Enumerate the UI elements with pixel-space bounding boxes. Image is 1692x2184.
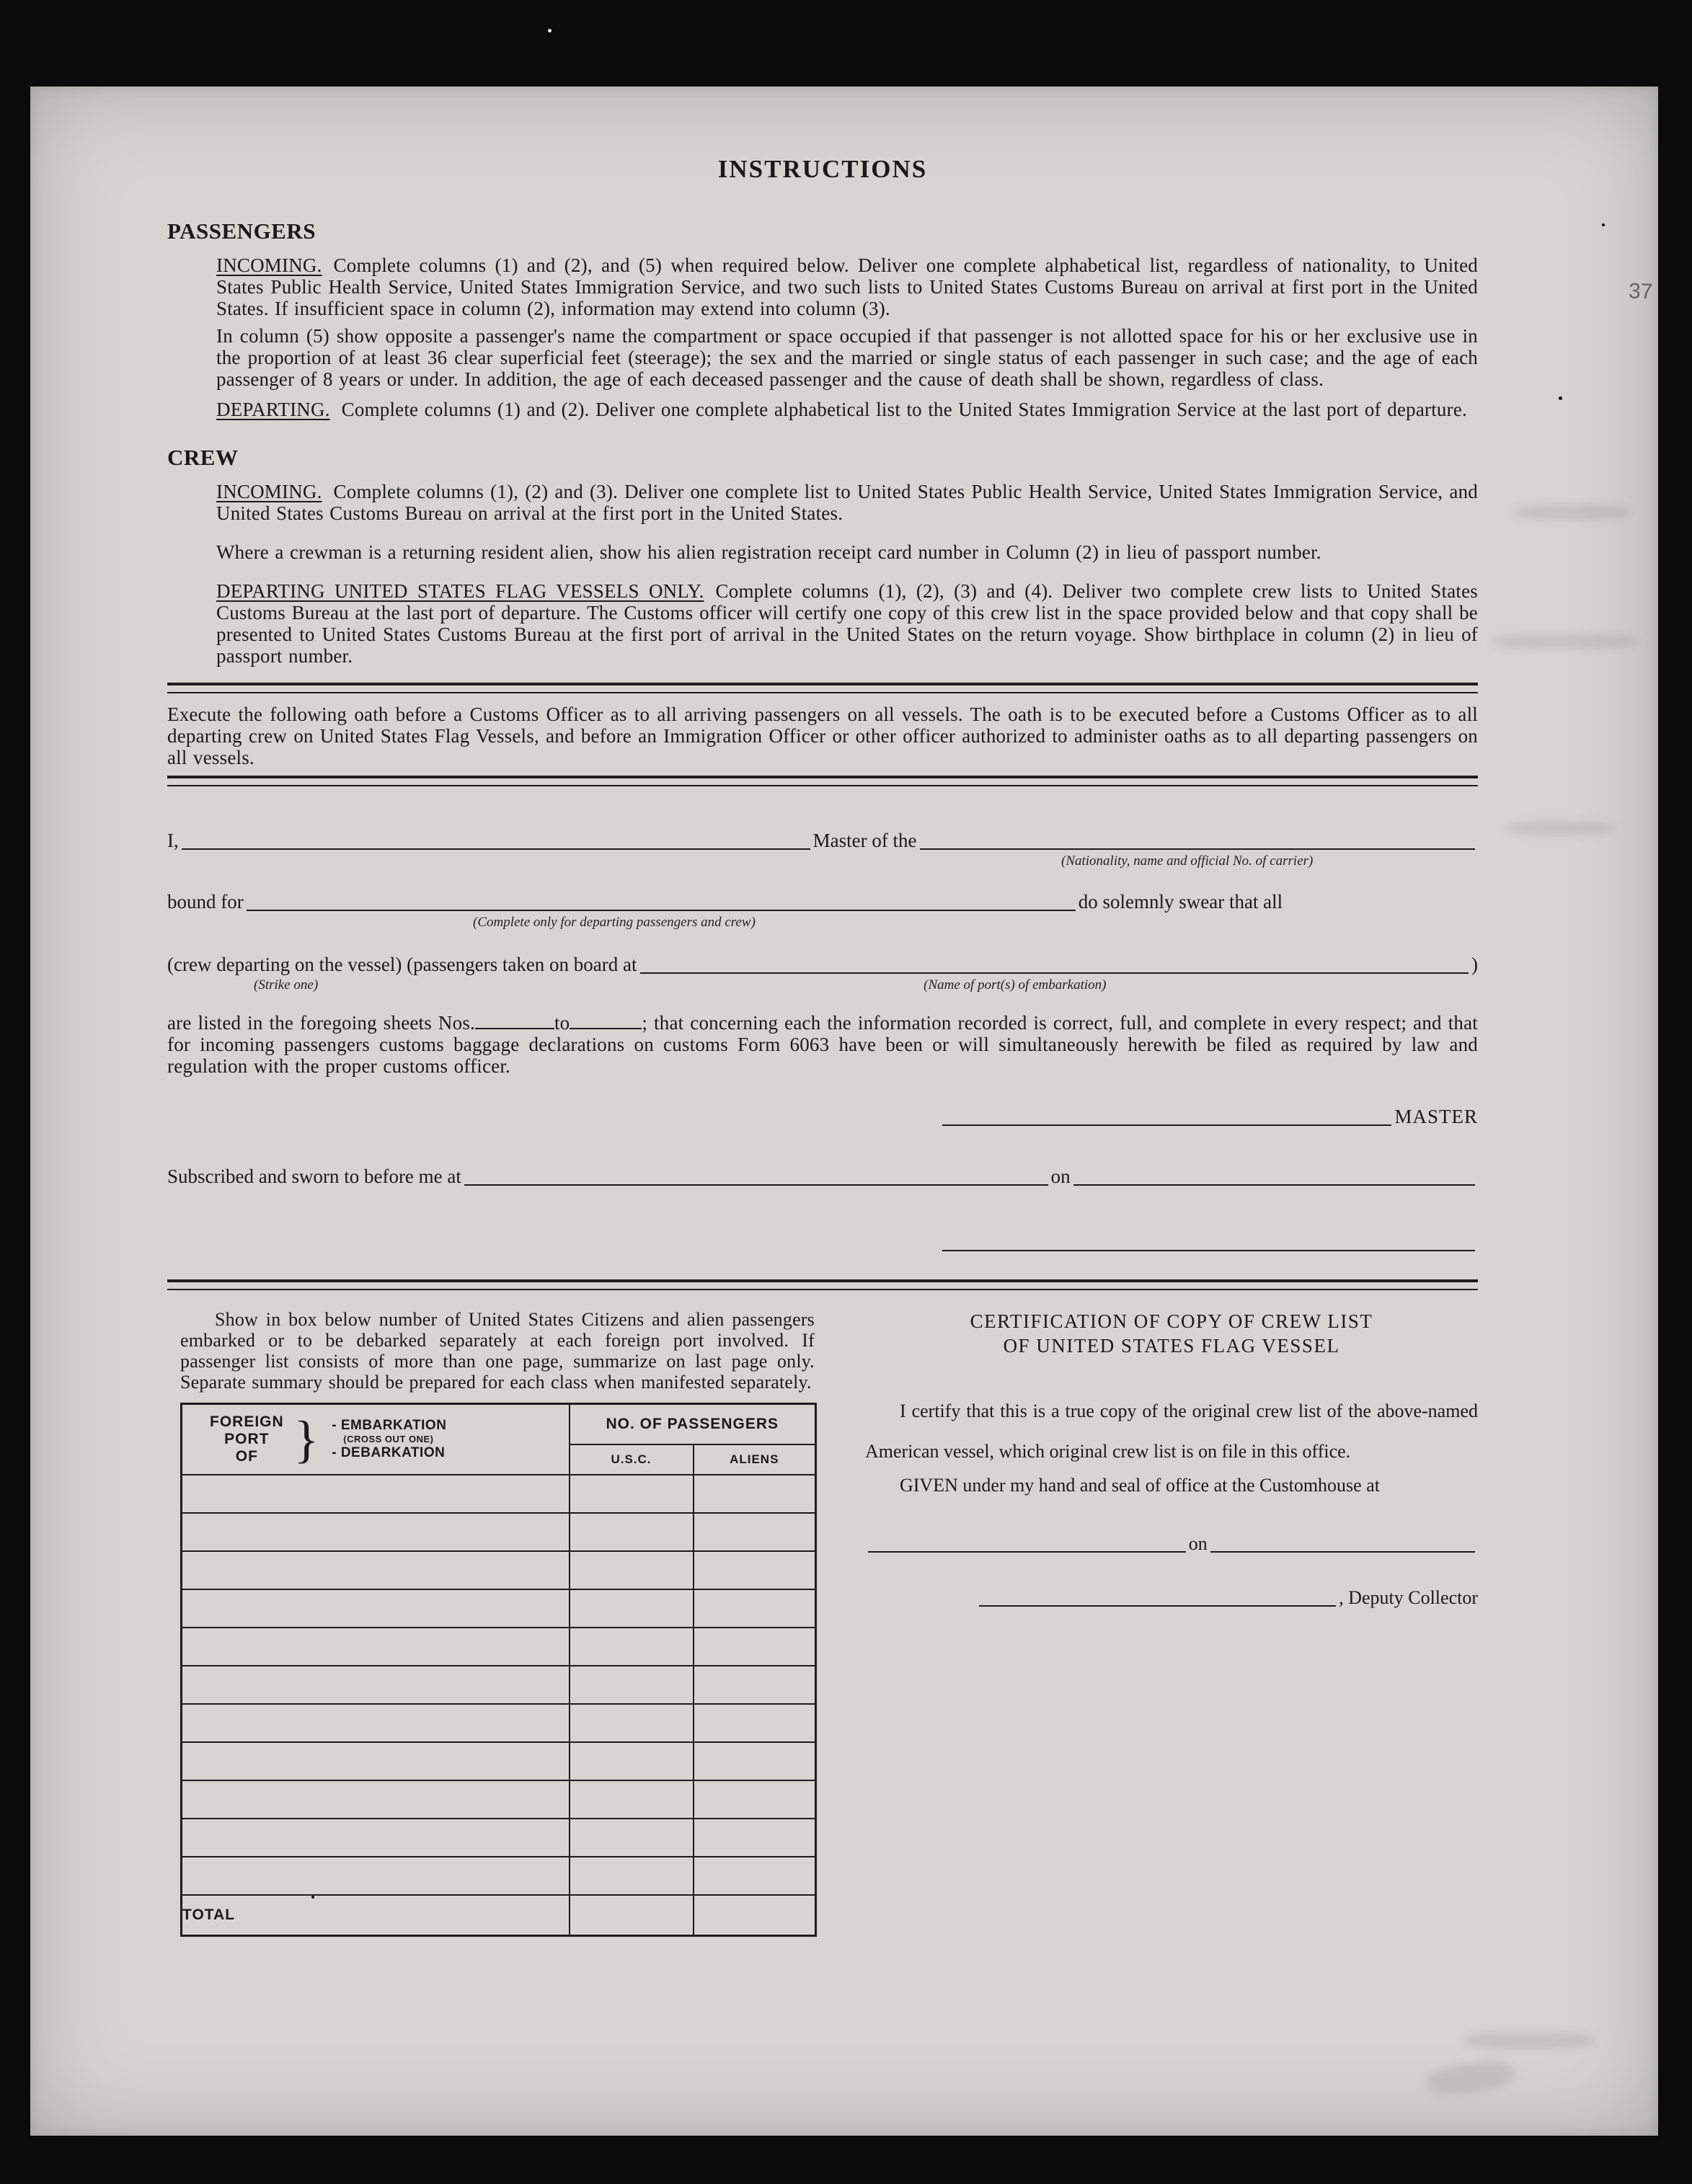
total-row [182, 1895, 816, 1936]
port-cell [182, 1475, 570, 1513]
port-line: PORT [224, 1431, 270, 1447]
oath-line-bound-for [167, 888, 1478, 913]
summary-table-row [182, 1513, 816, 1551]
bleedthrough-page-number: 37 [1628, 279, 1653, 304]
debarkation-option: - DEBARKATION [332, 1445, 446, 1460]
usc-cell [570, 1551, 694, 1589]
customhouse-on-label: on [1188, 1533, 1208, 1554]
usc-cell [570, 1857, 694, 1895]
sheets-to-label: to [554, 1012, 570, 1034]
dust-speck [1602, 223, 1605, 226]
total-usc-cell [570, 1895, 694, 1936]
passengers-heading: PASSENGERS [167, 218, 316, 244]
dust-speck [1559, 396, 1562, 400]
oath-i-label: I, [167, 830, 179, 851]
usc-cell [570, 1628, 694, 1666]
of-line: OF [235, 1448, 258, 1465]
passengers-incoming-paragraph [216, 254, 1478, 319]
crew-departing-text: Complete columns (1), (2), (3) and (4). Deliver two complete crew lists to United States Customs Bureau at the last port of departure. The Customs officer will certify one copy of this crew list in the space provided below and that copy shall be presented to United States Customs Bureau at the first port of arrival in the United States on the return voyage. Show birthplace in column (2) in lieu of passport number. [216, 580, 1478, 667]
double-rule [167, 1279, 1478, 1290]
certification-heading [865, 1309, 1478, 1358]
officer-signature-blank [942, 1228, 1475, 1251]
crew-departing-option-text: (crew departing on the vessel) (passengers taken on board at [167, 954, 637, 975]
bleedthrough-smudge [1492, 634, 1636, 649]
crew-section [167, 445, 1478, 667]
given-paragraph: GIVEN under my hand and seal of office at the Customhouse at [900, 1475, 1380, 1496]
close-paren: ) [1471, 954, 1478, 975]
usc-cell [570, 1780, 694, 1819]
aliens-cell [694, 1704, 816, 1742]
crew-departing-paragraph [216, 580, 1478, 667]
summary-table-row [182, 1628, 816, 1666]
master-of-the-label: Master of the [812, 830, 917, 851]
summary-table-row [182, 1742, 816, 1780]
sworn-date-blank [1073, 1163, 1475, 1186]
brace-glyph: } [293, 1411, 319, 1468]
port-cell [182, 1666, 570, 1704]
summary-table-body [182, 1475, 816, 1895]
destination-blank [247, 888, 1076, 911]
port-cell [182, 1742, 570, 1780]
deputy-collector-row [976, 1584, 1478, 1609]
summary-table-row [182, 1857, 816, 1895]
sworn-place-blank [464, 1163, 1048, 1186]
certification-heading-line1: CERTIFICATION OF COPY OF CREW LIST [970, 1310, 1373, 1332]
passengers-incoming-label: INCOMING. [216, 254, 322, 276]
aliens-cell [694, 1780, 816, 1819]
passenger-summary-table [180, 1403, 817, 1937]
aliens-cell [694, 1513, 816, 1551]
oath-intro-paragraph: Execute the following oath before a Customs Officer as to all arriving passengers on all vessels. The oath is to be executed before a Customs Officer as to all departing crew on United States Flag Vessels, and before an Immigration Officer or other officer authorized to administer oaths as to all departing passengers on all vessels. [167, 703, 1478, 768]
cross-out-one-note: (CROSS OUT ONE) [343, 1434, 434, 1444]
oath-line-master [167, 827, 1478, 852]
summary-table-row [182, 1704, 816, 1742]
customhouse-place-blank [868, 1530, 1186, 1553]
foreign-port-label [210, 1413, 284, 1465]
subscribed-row [167, 1163, 1478, 1188]
customhouse-date-blank [1210, 1530, 1475, 1553]
master-signature-row [939, 1103, 1478, 1128]
officer-signature-row [939, 1228, 1478, 1253]
total-aliens-cell [694, 1895, 816, 1936]
passengers-incoming-text: Complete columns (1) and (2), and (5) when required below. Deliver one complete alphabetical list, regardless of nationality, to United States Public Health Service, United States Immigration Service, and two such lists to United States Customs Bureau on arrival at first port in the United States. If insufficient space in column (2), information may extend into column (3). [216, 254, 1478, 319]
bleedthrough-smudge [1463, 2032, 1593, 2049]
summary-table-row [182, 1819, 816, 1857]
foreign-port-header-cell [182, 1404, 570, 1475]
certification-heading-line2: OF UNITED STATES FLAG VESSEL [1003, 1335, 1340, 1357]
certify-paragraph: I certify that this is a true copy of the original crew list of the above-named American vessel, which original crew list is on file in this office. [865, 1400, 1478, 1462]
crew-incoming-text: Complete columns (1), (2) and (3). Deliver one complete list to United States Public Health Service, United States Immigration Service, and United States Customs Bureau on arrival at the first port in the United States. [216, 481, 1478, 524]
crew-incoming-paragraph [216, 481, 1478, 524]
crew-incoming-label: INCOMING. [216, 481, 322, 502]
summary-instructions-paragraph: Show in box below number of United States Citizens and alien passengers embarked or to be debarked separately at each foreign port involved. If passenger list consists of more than one page, summarize on last page only. Separate summary should be prepared for each class when manifested separately. [180, 1309, 815, 1393]
summary-table-row [182, 1666, 816, 1704]
passengers-column5-paragraph: In column (5) show opposite a passenger's name the compartment or space occupied if that passenger is not allotted space for his or her exclusive use in the proportion of at least 36 clear superficial feet (steerage); the sex and the married or single status of each passenger in such case; and the age of each passenger of 8 years or under. In addition, the age of each deceased passenger and the cause of death shall be shown, regardless of class. [216, 325, 1478, 390]
foreign-line: FOREIGN [210, 1413, 284, 1430]
usc-cell [570, 1589, 694, 1628]
port-caption: (Name of port(s) of embarkation) [923, 977, 1107, 993]
oath-form-section [167, 827, 1478, 1253]
aliens-cell [694, 1475, 816, 1513]
passengers-departing-paragraph [216, 399, 1478, 420]
aliens-cell [694, 1551, 816, 1589]
bound-caption: (Complete only for departing passengers and crew) [473, 915, 756, 930]
subscribed-label: Subscribed and sworn to before me at [167, 1166, 461, 1187]
paper-page [30, 86, 1658, 2136]
embark-debark-options [332, 1418, 446, 1461]
master-label: MASTER [1394, 1106, 1478, 1127]
sworn-on-label: on [1050, 1166, 1071, 1187]
sheets-post-text: ; that concerning each the information recorded is correct, full, and complete in every respect; and that for incoming passengers customs baggage declarations on customs Form 6063 have been or will simultaneously herewith be filed as required by law and regulation with the proper customs officer. [167, 1012, 1478, 1077]
double-rule [167, 683, 1478, 693]
aliens-header: ALIENS [694, 1444, 816, 1475]
summary-table-header [182, 1404, 816, 1475]
aliens-cell [694, 1819, 816, 1857]
embarkation-option: - EMBARKATION [332, 1418, 447, 1433]
bottom-two-column-area [167, 1309, 1478, 1937]
usc-cell [570, 1819, 694, 1857]
sheets-to-blank [570, 1011, 642, 1029]
page-title: INSTRUCTIONS [717, 155, 928, 183]
deputy-signature-blank [979, 1584, 1336, 1607]
customhouse-date-row [865, 1530, 1478, 1555]
bleedthrough-smudge [1507, 822, 1615, 835]
sheets-paragraph [167, 1011, 1478, 1077]
summary-table-row [182, 1589, 816, 1628]
aliens-cell [694, 1666, 816, 1704]
strike-one-caption: (Strike one) [254, 977, 319, 993]
crew-heading: CREW [167, 445, 239, 470]
carrier-caption: (Nationality, name and official No. of carrier) [1061, 853, 1314, 869]
port-cell [182, 1819, 570, 1857]
port-summary-column [180, 1309, 815, 1937]
port-cell [182, 1780, 570, 1819]
dust-speck [548, 29, 552, 32]
deputy-collector-label: , Deputy Collector [1339, 1587, 1478, 1608]
port-cell [182, 1628, 570, 1666]
usc-cell [570, 1513, 694, 1551]
port-cell [182, 1704, 570, 1742]
form-content [167, 155, 1478, 1937]
crew-departing-label: DEPARTING UNITED STATES FLAG VESSELS ONLY. [216, 580, 704, 602]
crew-resident-paragraph: Where a crewman is a returning resident alien, show his alien registration receipt card number in Column (2) in lieu of passport number. [216, 541, 1321, 563]
aliens-cell [694, 1589, 816, 1628]
total-label-cell: TOTAL [182, 1895, 570, 1936]
port-cell [182, 1513, 570, 1551]
port-cell [182, 1551, 570, 1589]
embarkation-ports-blank [640, 951, 1469, 974]
double-rule [167, 776, 1478, 786]
carrier-caption-row [167, 853, 1478, 869]
certification-column [865, 1309, 1478, 1937]
sheets-from-blank [475, 1011, 554, 1029]
embarkation-caption-row [167, 977, 1478, 993]
usc-cell [570, 1475, 694, 1513]
summary-table-row [182, 1780, 816, 1819]
usc-cell [570, 1704, 694, 1742]
aliens-cell [694, 1742, 816, 1780]
bleedthrough-smudge [1514, 505, 1629, 520]
carrier-blank [920, 827, 1475, 850]
usc-cell [570, 1742, 694, 1780]
aliens-cell [694, 1857, 816, 1895]
passengers-departing-label: DEPARTING. [216, 399, 330, 420]
aliens-cell [694, 1628, 816, 1666]
master-name-blank [182, 827, 810, 850]
master-signature-blank [942, 1103, 1391, 1126]
no-of-passengers-header: NO. OF PASSENGERS [570, 1404, 816, 1445]
usc-cell [570, 1666, 694, 1704]
sheets-pre-text: are listed in the foregoing sheets Nos. [167, 1012, 475, 1034]
oath-line-embarkation [167, 951, 1478, 976]
swear-text: do solemnly swear that all [1078, 891, 1283, 913]
bound-caption-row [167, 915, 1478, 931]
summary-table-row [182, 1475, 816, 1513]
usc-header: U.S.C. [570, 1444, 694, 1475]
bleedthrough-smudge [1426, 2058, 1515, 2098]
summary-table-row [182, 1551, 816, 1589]
port-cell [182, 1857, 570, 1895]
passengers-section [167, 218, 1478, 420]
passengers-departing-text: Complete columns (1) and (2). Deliver one complete alphabetical list to the United States Immigration Service at the last port of departure. [341, 399, 1467, 420]
bound-for-label: bound for [167, 891, 244, 913]
port-cell [182, 1589, 570, 1628]
